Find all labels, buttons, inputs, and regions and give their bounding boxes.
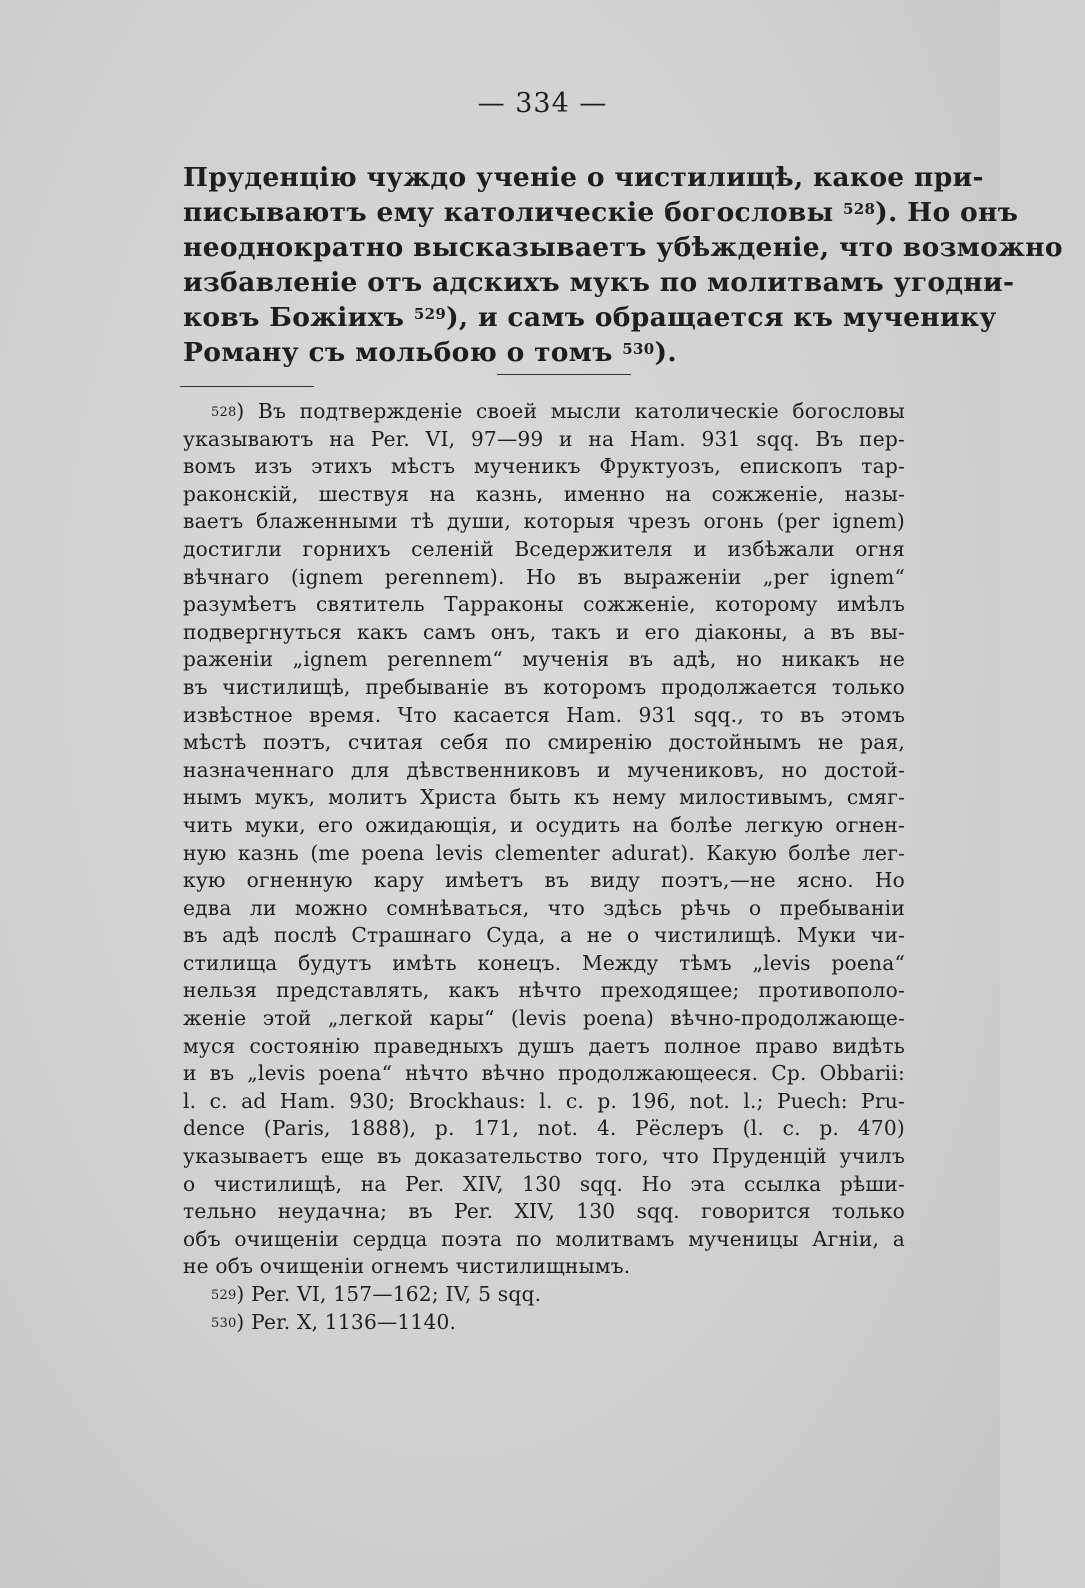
footnote-ref[interactable]: 530 <box>622 340 655 358</box>
main-line: неоднократно высказываетъ убѣжденіе, что возможно <box>183 232 1063 263</box>
footnote-528 <box>183 398 905 1281</box>
footnote-line: едва ли можно сомнѣваться, что здѣсь рѣчь о пребываніи <box>183 895 905 920</box>
footnote-line: указываетъ еще въ доказательство того, что Пруденцій училъ <box>183 1144 905 1169</box>
footnote-line: достигли горнихъ селеній Вседержителя и избѣжали огня <box>183 536 905 561</box>
footnote-line: вѣчнаго (ignem perennem). Но въ выраженіи „per ignem“ <box>183 564 905 589</box>
footnote-line: dence (Paris, 1888), p. 171, not. 4. Рёслеръ (l. c. p. 470) <box>183 1116 905 1141</box>
footnote-line: въ адѣ послѣ Страшнаго Суда, а не о чистилищѣ. Муки чи- <box>183 923 905 948</box>
footnote-line: нельзя представлять, какъ нѣчто преходящее; противополо- <box>183 978 905 1003</box>
footnote-line: $^{528}$) Въ подтвержденіе своей мысли католическіе богословы <box>211 399 905 423</box>
footnote-line: чить муки, его ожидающія, и осудить на болѣе легкую огнен- <box>183 812 905 837</box>
main-line: писываютъ ему католическіе богословы $^{528}$). Но онъ <box>183 197 1019 228</box>
footnote-line: подвергнуться какъ самъ онъ, такъ и его діаконы, а въ вы- <box>183 619 905 644</box>
footnote-line: мѣстѣ поэтъ, считая себя по смиренію достойнымъ не рая, <box>183 730 905 755</box>
footnote-line: вомъ изъ этихъ мѣстъ мученикъ Фруктуозъ, епископъ тар- <box>183 454 905 479</box>
main-line: ковъ Божіихъ $^{529}$), и самъ обращается къ мученику <box>183 302 997 333</box>
footnote-line: извѣстное время. Что касается Ham. 931 sqq., то въ этомъ <box>183 702 905 727</box>
footnotes <box>183 398 905 1336</box>
footnote-line: и въ „levis poena“ нѣчто вѣчно продолжающееся. Ср. Obbarii: <box>183 1061 905 1086</box>
footnote-line: кую огненную кару имѣетъ въ виду поэтъ,—не ясно. Но <box>183 868 905 893</box>
footnote-line: женіе этой „легкой кары“ (levis poena) вѣчно-продолжающе- <box>183 1006 905 1031</box>
footnote-ref[interactable]: 528 <box>843 200 876 218</box>
footnote-line: разумѣетъ святитель Тарраконы сожженіе, которому имѣлъ <box>183 592 905 617</box>
footnote-divider <box>180 386 314 387</box>
page-number: — 334 — <box>477 88 608 119</box>
main-line: Пруденцію чуждо ученіе о чистилищѣ, какое при- <box>183 162 984 193</box>
footnote-marker: 528 <box>211 405 237 420</box>
footnote-530: $^{530}$) Per. X, 1136—1140. <box>211 1309 457 1334</box>
footnote-line: раженіи „ignem perennem“ мученія въ адѣ, но никакъ не <box>183 647 905 672</box>
section-divider <box>497 374 631 375</box>
footnote-line: нымъ мукъ, молитъ Христа быть къ нему милостивымъ, смяг- <box>183 785 905 810</box>
main-line: избавленіе отъ адскихъ мукъ по молитвамъ угодни- <box>183 267 1015 298</box>
footnote-line: l. c. ad Ham. 930; Brockhaus: l. c. p. 196, not. l.; Puech: Pru- <box>183 1088 905 1113</box>
footnote-line: ваетъ блаженными тѣ души, которыя чрезъ огонь (per ignem) <box>183 509 905 534</box>
footnote-ref[interactable]: 529 <box>413 305 447 323</box>
footnote-line: тельно неудачна; въ Per. XIV, 130 sqq. говорится только <box>183 1199 905 1224</box>
footnote-line: раконскій, шествуя на казнь, именно на сожженіе, назы- <box>183 481 905 506</box>
footnote-line: указываютъ на Per. VI, 97—99 и на Ham. 931 sqq. Въ пер- <box>183 426 905 451</box>
footnote-529: $^{529}$) Per. VI, 157—162; IV, 5 sqq. <box>211 1282 542 1306</box>
footnote-marker: 529 <box>211 1288 237 1303</box>
main-paragraph <box>183 160 1063 370</box>
footnote-line: ную казнь (me poena levis clementer adurat). Какую болѣе лег- <box>183 840 905 865</box>
footnote-line: муся состоянію праведныхъ душъ даетъ полное право видѣть <box>183 1033 905 1058</box>
main-line: Роману съ мольбою о томъ $^{530}$). <box>183 337 677 368</box>
footnote-line: о чистилищѣ, на Per. XIV, 130 sqq. Но эта ссылка рѣши- <box>183 1171 905 1196</box>
footnote-line: стилища будутъ имѣть конецъ. Между тѣмъ „levis poena“ <box>183 950 905 975</box>
footnote-marker: 530 <box>211 1315 237 1331</box>
footnote-line: назначеннаго для дѣвственниковъ и мучениковъ, но достой- <box>183 757 905 782</box>
footnote-line: въ чистилищѣ, пребываніе въ которомъ продолжается только <box>183 674 905 699</box>
footnote-line: объ очищеніи сердца поэта по молитвамъ мученицы Агніи, а <box>183 1226 905 1251</box>
footnote-line: не объ очищеніи огнемъ чистилищнымъ. <box>183 1254 631 1279</box>
